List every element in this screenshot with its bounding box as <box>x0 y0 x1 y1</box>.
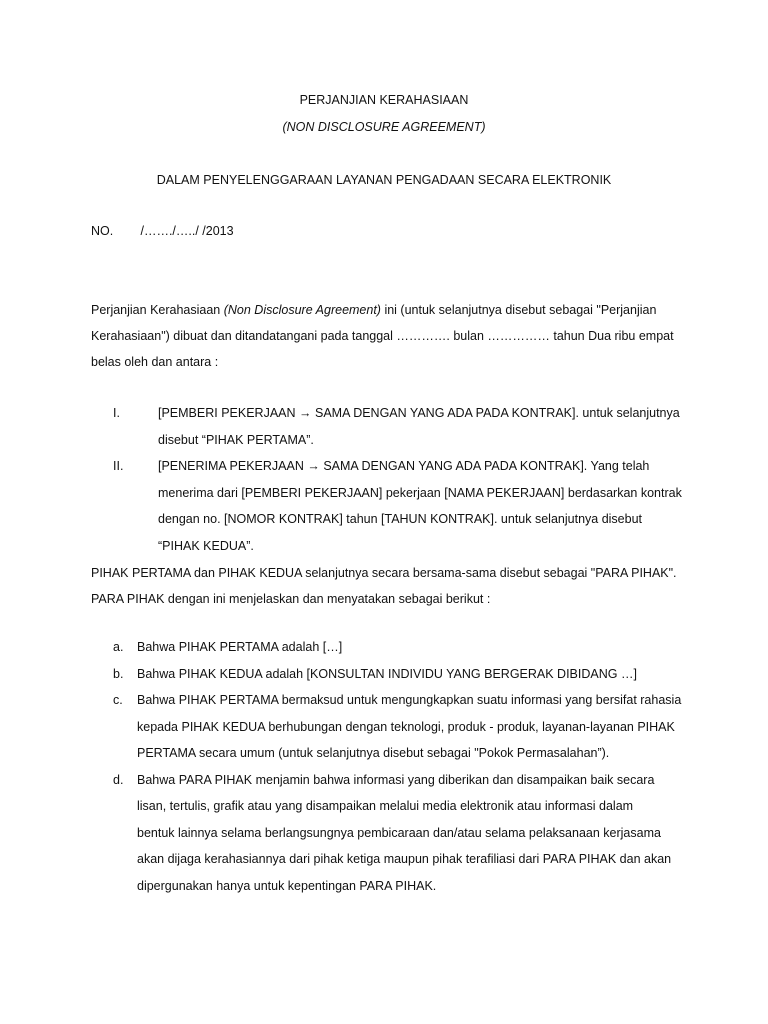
intro-line: belas oleh dan antara : <box>91 355 219 369</box>
list-line: menerima dari [PEMBERI PEKERJAAN] pekerjaan [NAMA PEKERJAAN] berdasarkan kontrak <box>158 485 682 500</box>
list-line: akan dijaga kerahasiannya dari pihak ketiga maupun pihak terafiliasi dari PARA PIHAK dan akan <box>137 852 672 866</box>
list-item <box>91 661 691 688</box>
para-pihak-paragraph <box>91 560 691 612</box>
number-value: /……./…../ /2013 <box>140 224 234 238</box>
list-line: Bahwa PIHAK KEDUA adalah [KONSULTAN INDIVIDU YANG BERGERAK DIBIDANG …] <box>137 666 637 681</box>
list-marker: b. <box>113 666 124 681</box>
list-line: PERTAMA secara umum (untuk selanjutnya disebut sebagai "Pokok Permasalahan”). <box>137 746 610 760</box>
para-line: PARA PIHAK dengan ini menjelaskan dan menyatakan sebagai berikut : <box>91 592 491 606</box>
list-line: bentuk lainnya selama berlangsungnya pembicaraan dan/atau selama pelaksanaan kerjasama <box>137 825 661 840</box>
list-line: [PEMBERI PEKERJAAN → SAMA DENGAN YANG ADA PADA KONTRAK]. untuk selanjutnya <box>158 406 680 420</box>
list-item <box>91 400 691 453</box>
parties-list <box>91 400 691 559</box>
list-item <box>91 634 691 661</box>
list-line: [PENERIMA PEKERJAAN → SAMA DENGAN YANG ADA PADA KONTRAK]. Yang telah <box>158 459 650 473</box>
document-title: PERJANJIAN KERAHASIAAN <box>299 93 469 107</box>
list-line: Bahwa PIHAK PERTAMA adalah […] <box>137 640 343 654</box>
list-line: “PIHAK KEDUA”. <box>158 538 254 553</box>
list-item <box>91 767 691 900</box>
list-marker: c. <box>113 693 123 707</box>
list-marker: II. <box>113 459 124 473</box>
list-line: dengan no. [NOMOR KONTRAK] tahun [TAHUN KONTRAK]. untuk selanjutnya disebut <box>158 512 643 526</box>
list-marker: a. <box>113 640 124 654</box>
para-line: PIHAK PERTAMA dan PIHAK KEDUA selanjutnya secara bersama-sama disebut sebagai "PARA PIHAK". <box>91 566 677 580</box>
intro-text: Perjanjian Kerahasiaan <box>91 303 224 317</box>
intro-line <box>91 297 691 323</box>
list-item <box>91 453 691 559</box>
list-marker: I. <box>113 406 120 420</box>
number-label: NO. <box>91 224 114 238</box>
intro-italic-text: (Non Disclosure Agreement) <box>223 303 381 317</box>
list-line: dipergunakan hanya untuk kepentingan PARA PIHAK. <box>137 878 437 893</box>
document-heading: DALAM PENYELENGGARAAN LAYANAN PENGADAAN SECARA ELEKTRONIK <box>156 173 612 187</box>
statements-list <box>91 634 691 899</box>
list-line: lisan, tertulis, grafik atau yang disampaikan melalui media elektronik atau informasi dalam <box>137 799 634 813</box>
list-line: Bahwa PIHAK PERTAMA bermaksud untuk mengungkapkan suatu informasi yang bersifat rahasia <box>137 693 682 707</box>
document-number <box>91 224 234 238</box>
list-line: disebut “PIHAK PERTAMA”. <box>158 432 314 447</box>
intro-text: ini (untuk selanjutnya disebut sebagai "Perjanjian <box>380 303 657 317</box>
list-line: Bahwa PARA PIHAK menjamin bahwa informasi yang diberikan dan disampaikan baik secara <box>137 772 655 787</box>
list-line: kepada PIHAK KEDUA berhubungan dengan teknologi, produk - produk, layanan-layanan PIHAK <box>137 719 675 734</box>
intro-paragraph <box>91 297 691 375</box>
list-item <box>91 687 691 767</box>
document-subtitle: (NON DISCLOSURE AGREEMENT) <box>282 120 486 134</box>
intro-line: Kerahasiaan") dibuat dan ditandatangani pada tanggal …………. bulan …………… tahun Dua ribu empat <box>91 329 674 343</box>
list-marker: d. <box>113 772 124 787</box>
